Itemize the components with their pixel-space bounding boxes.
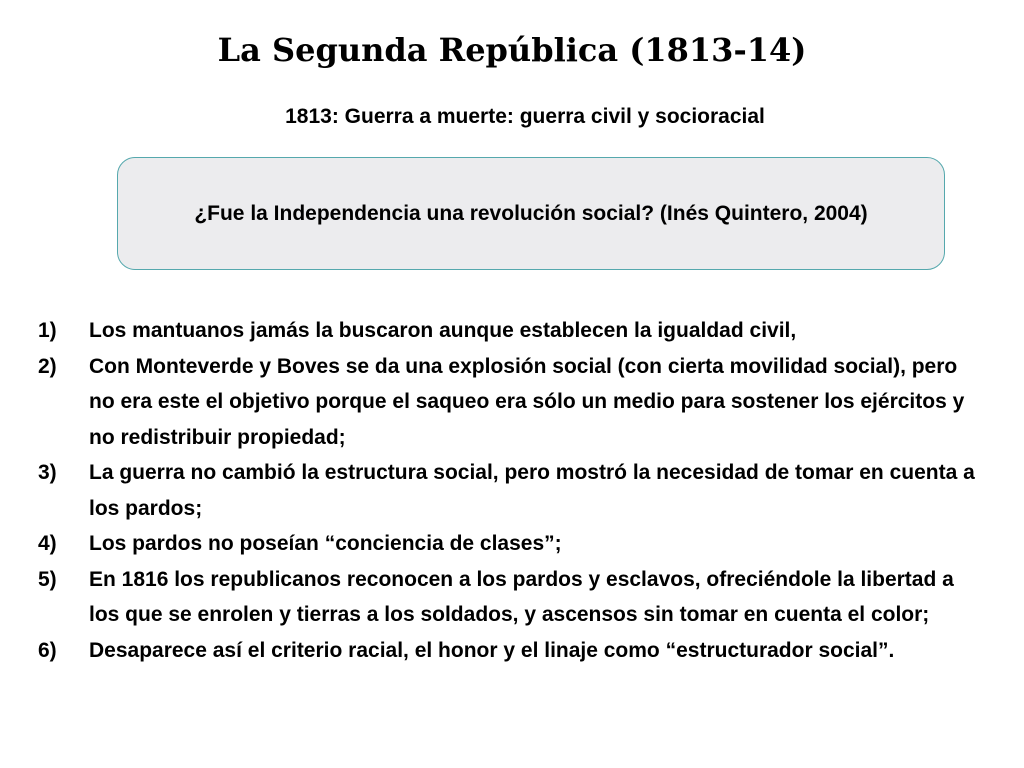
list-item-text: En 1816 los republicanos reconocen a los pardos y esclavos, ofreciéndole la libertad a los que se enrolen y tierras a los soldados, y ascensos sin tomar en cuenta el color; [89, 567, 954, 626]
list-item [38, 562, 988, 633]
question-callout-box [117, 157, 945, 270]
list-item [38, 633, 988, 669]
list-item-number: 3) [38, 461, 57, 484]
points-list [38, 313, 988, 668]
page-title: La Segunda República (1813-14) [217, 31, 807, 69]
list-item-number: 6) [38, 638, 57, 662]
list-item-text: Desaparece así el criterio racial, el honor y el linaje como “estructurador social”. [89, 638, 895, 662]
list-item-number: 4) [38, 532, 57, 555]
list-item [38, 313, 988, 349]
question-callout-text: ¿Fue la Independencia una revolución social? (Inés Quintero, 2004) [194, 201, 868, 225]
list-item-number: 5) [38, 567, 57, 591]
list-item [38, 455, 988, 526]
list-item [38, 349, 988, 456]
list-item-text: Los pardos no poseían “conciencia de clases”; [89, 532, 562, 555]
list-item-text: La guerra no cambió la estructura social, pero mostró la necesidad de tomar en cuenta a los pardos; [89, 461, 975, 520]
list-item-text: Con Monteverde y Boves se da una explosión social (con cierta movilidad social), pero no era este el objetivo porque el saqueo era sólo un medio para sostener los ejércitos y no redistribuir propiedad; [89, 354, 965, 449]
page-subtitle: 1813: Guerra a muerte: guerra civil y socioracial [285, 105, 765, 128]
list-item-text: Los mantuanos jamás la buscaron aunque establecen la igualdad civil, [89, 319, 797, 342]
list-item [38, 526, 988, 562]
list-item-number: 2) [38, 354, 57, 378]
list-item-number: 1) [38, 319, 57, 342]
